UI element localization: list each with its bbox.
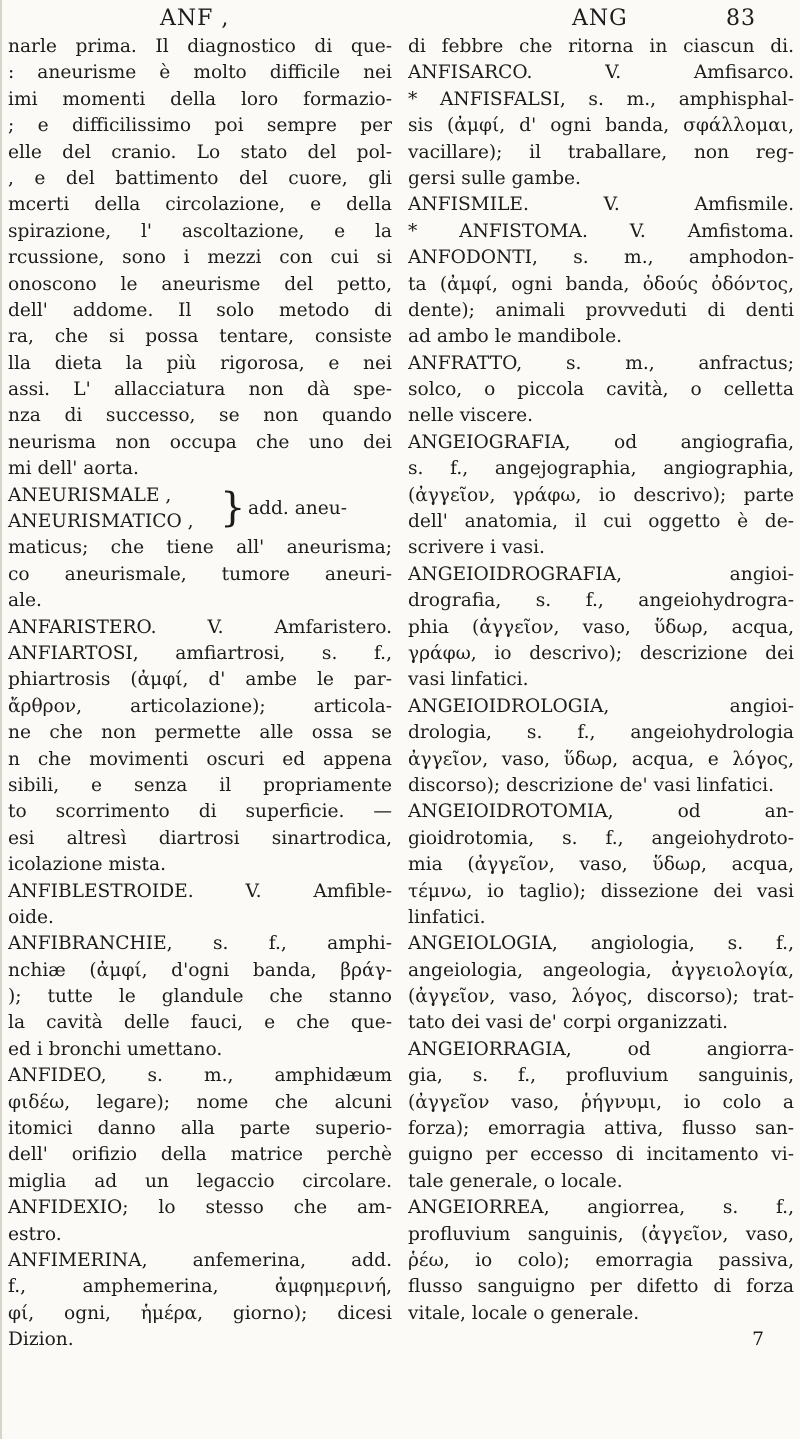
text-line: to scorrimento di superficie. — (8, 801, 392, 823)
text-line: ; e difficilissimo poi sempre per (8, 115, 392, 137)
text-line: co aneurismale, tumore aneuri- (8, 563, 392, 585)
text-line: gersi sulle gambe. (408, 167, 581, 189)
text-line: ῥέω, io colo); emorragia passiva, (408, 1249, 794, 1271)
text-line: * ANFISFALSI, s. m., amphisphal- (408, 88, 794, 110)
text-line: dente); animali provveduti di denti (408, 299, 794, 321)
text-line: ANFODONTI, s. m., amphodon- (408, 247, 794, 269)
text-line: vasi linfatici. (408, 669, 529, 691)
brace-icon: } (220, 484, 246, 531)
text-line: profluvium sanguinis, (ἀγγεῖον, vaso, (408, 1223, 794, 1245)
text-line: nza di successo, se non quando (8, 405, 392, 427)
running-head-center: ANG (572, 6, 628, 31)
text-line: esi altresì diartrosi sinartrodica, (8, 827, 392, 849)
text-line: icolazione mista. (8, 854, 167, 876)
text-line: discorso); descrizione de' vasi linfatici. (408, 774, 775, 796)
text-line: assi. L' allacciatura non dà spe- (8, 379, 392, 401)
headword-aneurismatico: ANEURISMATICO , (8, 511, 194, 533)
text-line: ANGEIORRAGIA, od angiorra- (408, 1038, 794, 1060)
text-line: ad ambo le mandibole. (408, 326, 622, 348)
text-line: miglia ad un legaccio circolare. (8, 1170, 392, 1192)
text-line: ); tutte le glandule che stanno (8, 986, 392, 1008)
text-line: phiartrosis (ἀμφί, d' ambe le par- (8, 669, 392, 691)
text-line: narle prima. Il diagnostico di que- (8, 36, 392, 57)
text-line: ANFIBLESTROIDE. V. Amfible- (8, 880, 392, 902)
text-line: Dizion. (8, 1329, 74, 1351)
text-line: ANGEIOIDROGRAFIA, angioi- (408, 563, 794, 585)
text-line: solco, o piccola cavità, o celletta (408, 379, 794, 401)
text-line: φί, ogni, ἡμέρα, giorno); dicesi (8, 1302, 392, 1324)
text-line: ANGEIOLOGIA, angiologia, s. f., (408, 933, 794, 955)
text-line: lla dieta la più rigorosa, e nei (8, 352, 392, 374)
text-line: elle del cranio. Lo stato del pol- (8, 141, 392, 163)
text-line: : aneurisme è molto difficile nei (8, 62, 392, 84)
text-line: ANFRATTO, s. m., anfractus; (408, 352, 794, 374)
text-line: rcussione, sono i mezzi con cui si (8, 247, 392, 269)
text-line: ANFIBRANCHIE, s. f., amphi- (8, 933, 392, 955)
text-line: sibili, e senza il propriamente (8, 774, 392, 796)
text-line: ANGEIOIDROTOMIA, od an- (408, 801, 794, 823)
text-line: ANGEIOGRAFIA, od angiografia, (408, 431, 794, 453)
text-line: flusso sanguigno per difetto di forza (408, 1276, 794, 1298)
text-line: sis (ἀμφί, d' ogni banda, σφάλλομαι, (408, 115, 794, 137)
text-line: ANFISARCO. V. Amfisarco. (408, 62, 794, 84)
text-line: vacillare); il traballare, non reg- (408, 141, 794, 163)
text-line: ANFIDEXIO; lo stesso che am- (8, 1197, 392, 1219)
text-line: forza); emorragia attiva, flusso san- (408, 1118, 794, 1140)
text-line: ANFISMILE. V. Amfismile. (408, 194, 794, 216)
text-line: vitale, locale o generale. (408, 1302, 640, 1324)
text-line: spirazione, l' ascoltazione, e la (8, 220, 392, 242)
text-line: s. f., angejographia, angiographia, (408, 458, 794, 480)
text-line: * ANFISTOMA. V. Amfistoma. (408, 220, 794, 242)
text-line: ANFIMERINA, anfemerina, add. (8, 1249, 392, 1271)
text-line: ANFIDEO, s. m., amphidæum (8, 1065, 392, 1087)
text-line: nchiæ (ἀμφί, d'ogni banda, βράγ- (8, 959, 392, 981)
text-line: γράφω, io descrivo); descrizione dei (408, 642, 794, 664)
page-edge (0, 0, 2, 1439)
text-line: dell' orifizio della matrice perchè (8, 1144, 392, 1166)
text-line: nelle viscere. (408, 405, 533, 427)
text-line: ANGEIORREA, angiorrea, s. f., (408, 1197, 794, 1219)
text-line: φιδέω, legare); nome che alcuni (8, 1091, 392, 1113)
right-column (408, 34, 794, 1354)
text-line: la cavità delle fauci, e che que- (8, 1012, 392, 1034)
text-line: ale. (8, 590, 42, 612)
text-line: ANGEIOIDROLOGIA, angioi- (408, 695, 794, 717)
text-line: imi momenti della loro formazio- (8, 88, 392, 110)
text-line: gia, s. f., profluvium sanguinis, (408, 1065, 794, 1087)
signature-mark: 7 (752, 1329, 764, 1351)
text-line: scrivere i vasi. (408, 537, 545, 559)
text-line: neurisma non occupa che uno dei (8, 431, 392, 453)
text-line: , e del battimento del cuore, gli (8, 167, 392, 189)
text-line: angeiologia, angeologia, ἀγγειολογία, (408, 959, 794, 981)
text-line: (ἀγγεῖον, vaso, λόγος, discorso); trat- (408, 986, 794, 1008)
text-line: onoscono le aneurisme del petto, (8, 273, 392, 295)
text-line: ne che non permette alle ossa se (8, 722, 392, 744)
text-line: mcerti della circolazione, e della (8, 194, 392, 216)
text-line: ed i bronchi umettano. (8, 1038, 223, 1060)
text-line: ANFARISTERO. V. Amfaristero. (8, 616, 392, 638)
text-line: ANFIARTOSI, amfiartrosi, s. f., (8, 643, 392, 664)
text-line: gioidrotomia, s. f., angeiohydroto- (408, 827, 794, 849)
text-line: ta (ἀμφί, ogni banda, ὀδούς ὀδόντος, (408, 273, 794, 295)
text-line: linfatici. (408, 906, 486, 928)
text-line: estro. (8, 1223, 62, 1245)
text-line: ἄρθρον, articolazione); articola- (8, 695, 392, 717)
text-line: itomici danno alla parte superio- (8, 1118, 392, 1140)
entry-aneurismale (8, 483, 392, 536)
text-line: maticus; che tiene all' aneurisma; (8, 537, 392, 559)
text-line: (ἀγγεῖον vaso, ῥήγνυμι, io colo a (408, 1091, 794, 1113)
text-line: (ἀγγεῖον, γράφω, io descrivo); parte (408, 484, 794, 506)
text-line: phia (ἀγγεῖον, vaso, ὕδωρ, acqua, (408, 616, 794, 638)
text-line: dell' addome. Il solo metodo di (8, 299, 392, 321)
left-column (8, 34, 392, 1354)
text-line: guigno per eccesso di incitamento vi- (408, 1144, 794, 1166)
text-line: mia (ἀγγεῖον, vaso, ὕδωρ, acqua, (408, 854, 794, 876)
text-line: ἀγγεῖον, vaso, ὕδωρ, acqua, e λόγος, (408, 748, 794, 770)
text-line: tato dei vasi de' corpi organizzati. (408, 1012, 729, 1034)
aneurismale-adjective: add. aneu- (248, 497, 348, 519)
text-line: drografia, s. f., angeiohydrogra- (408, 590, 794, 612)
text-line: tale generale, o locale. (408, 1170, 623, 1192)
headword-aneurismale: ANEURISMALE , (8, 484, 172, 506)
text-line: n che movimenti oscuri ed appena (8, 748, 392, 770)
text-line: mi dell' aorta. (8, 458, 139, 480)
text-line: drologia, s. f., angeiohydrologia (408, 722, 794, 744)
text-line: di febbre che ritorna in ciascun di. (408, 36, 794, 57)
text-line: f., amphemerina, ἀμφημερινή, (8, 1276, 392, 1298)
page-number: 83 (726, 6, 756, 31)
text-line: dell' anatomia, il cui oggetto è de- (408, 511, 794, 533)
running-head (0, 6, 800, 36)
text-line: τέμνω, io taglio); dissezione dei vasi (408, 880, 794, 902)
text-line: ra, che si possa tentare, consiste (8, 326, 392, 348)
running-head-left: ANF , (160, 6, 230, 31)
text-line: oide. (8, 906, 54, 928)
